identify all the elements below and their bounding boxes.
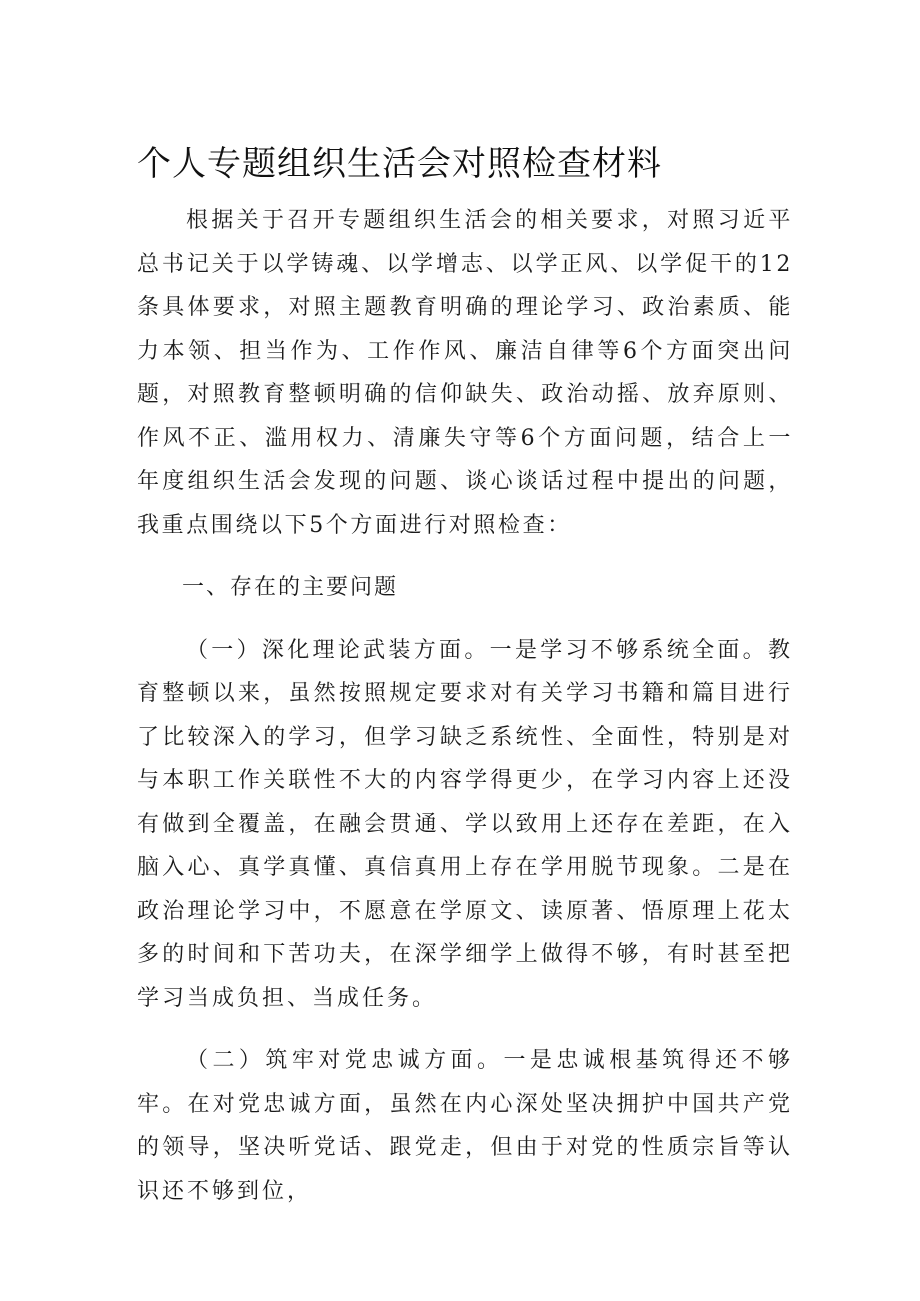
paragraph-loyalty: （二）筑牢对党忠诚方面。一是忠诚根基筑得还不够牢。在对党忠诚方面，虽然在内心深处坚决拥护中国共产党的领导，坚决听党话、跟党走，但由于对党的性质宗旨等认识还不够到位，	[137, 1048, 793, 1204]
section-heading: 一、存在的主要问题	[182, 575, 399, 600]
paragraph-theory: （一）深化理论武装方面。一是学习不够系统全面。教育整顿以来，虽然按照规定要求对有关学习书籍和篇目进行了比较深入的学习，但学习缺乏系统性、全面性，特别是对与本职工作关联性不大的内容学得更少，在学习内容上还没有做到全覆盖，在融会贯通、学以致用上还存在差距，在入脑入心、真学真懂、真信真用上存在学用脱节现象。二是在政治理论学习中，不愿意在学原文、读原著、悟原理上花太多的时间和下苦功夫，在深学细学上做得不够，有时甚至把学习当成负担、当成任务。	[137, 637, 793, 1011]
document-title: 个人专题组织生活会对照检查材料	[137, 144, 662, 184]
intro-paragraph: 根据关于召开专题组织生活会的相关要求，对照习近平总书记关于以学铸魂、以学增志、以学正风、以学促干的12条具体要求，对照主题教育明确的理论学习、政治素质、能力本领、担当作为、工作作风、廉洁自律等6个方面突出问题，对照教育整顿明确的信仰缺失、政治动摇、放弃原则、作风不正、滥用权力、清廉失守等6个方面问题，结合上一年度组织生活会发现的问题、谈心谈话过程中提出的问题，我重点围绕以下5个方面进行对照检查：	[137, 208, 793, 538]
paragraph-spacer	[137, 1020, 793, 1039]
document-body	[137, 199, 793, 1213]
